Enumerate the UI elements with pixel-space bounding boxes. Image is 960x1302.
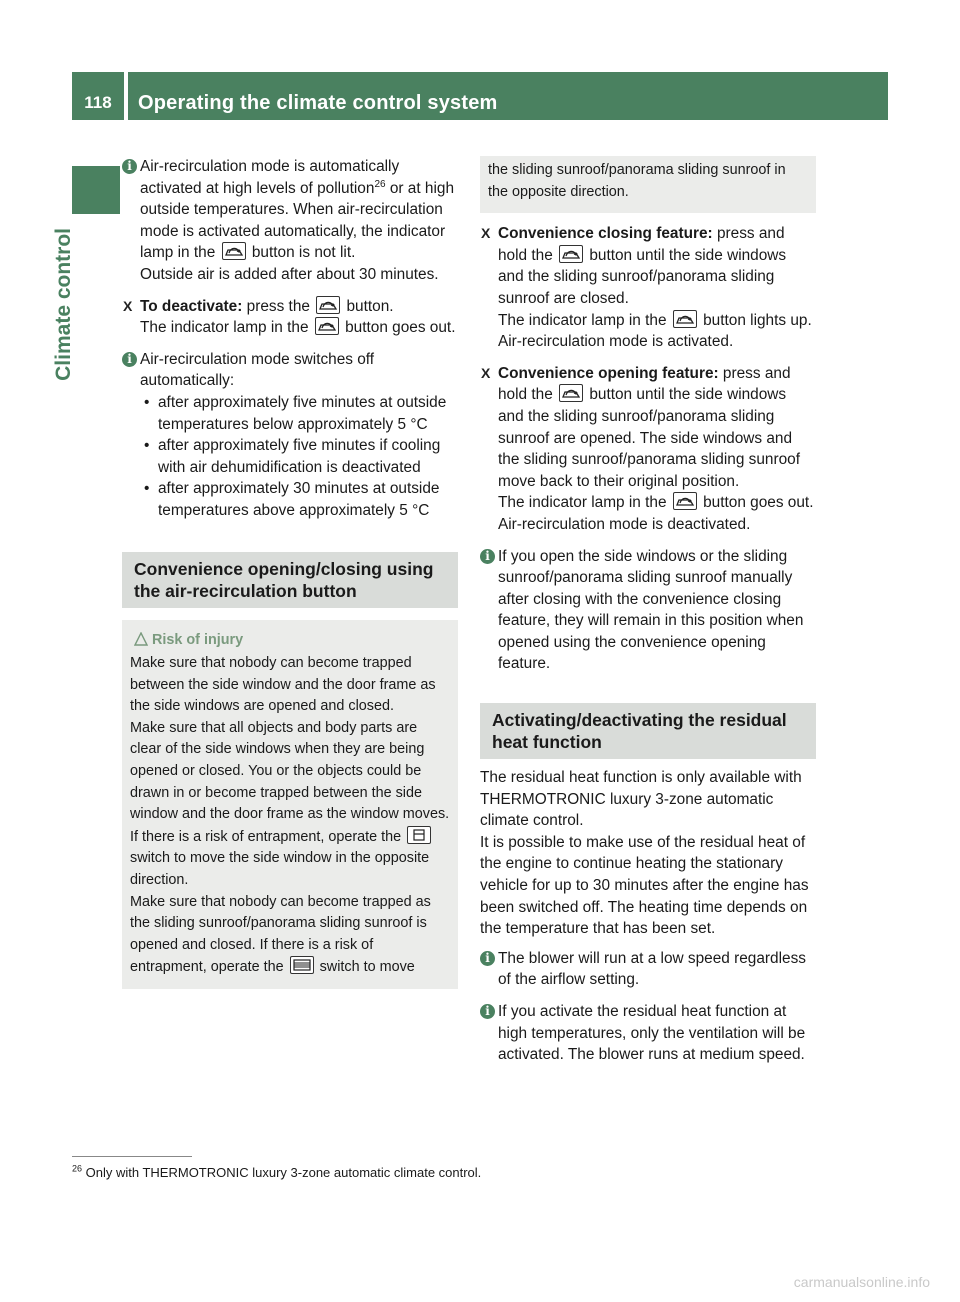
sunroof-switch-icon xyxy=(290,956,314,974)
step-arrow-icon: X xyxy=(481,364,491,381)
step-text: button goes out. xyxy=(340,319,456,337)
bullet-icon: • xyxy=(144,393,150,411)
step-text: button. xyxy=(342,297,394,315)
warning-title: Risk of injury xyxy=(152,631,244,648)
info-icon: i xyxy=(122,352,137,367)
info-icon: i xyxy=(480,549,495,564)
list-item-text: after approximately five minutes if cooling with air dehumidification is deactivated xyxy=(158,437,441,476)
step-text: button until the side windows and the sliding sunroof/panorama sliding sunroof are closed. xyxy=(498,246,787,307)
page-title: Operating the climate control system xyxy=(138,92,498,114)
info-note xyxy=(122,156,458,286)
recirculation-icon xyxy=(315,317,339,335)
info-text: Outside air is added after about 30 minutes. xyxy=(140,265,439,283)
footnote-divider xyxy=(72,1156,192,1157)
side-tab-marker xyxy=(72,166,120,214)
footnote-ref: 26 xyxy=(374,178,386,190)
warning-text: Make sure that nobody can become trapped as the sliding sunroof/panorama sliding sunroof is opened and closed. If there is a risk of entrapment, operate the xyxy=(130,893,431,976)
window-switch-icon xyxy=(407,826,431,844)
step-label: Convenience opening feature: xyxy=(498,364,719,382)
list-item-text: after approximately 30 minutes at outside temperatures above approximately 5 °C xyxy=(158,480,440,519)
step-arrow-icon: X xyxy=(123,297,133,314)
list-item-text: after approximately five minutes at outside temperatures below approximately 5 °C xyxy=(158,393,447,433)
recirculation-icon xyxy=(559,384,583,402)
step-label: To deactivate: xyxy=(140,297,243,315)
page-number: 118 xyxy=(84,93,112,112)
warning-text: switch to move the side window in the opposite direction. xyxy=(130,850,430,889)
warning-triangle-icon xyxy=(134,632,148,646)
info-text: Air-recirculation mode switches off automatically: xyxy=(140,350,375,390)
bullet-icon: • xyxy=(144,480,150,498)
step-text: The indicator lamp in the xyxy=(498,494,671,512)
recirculation-icon xyxy=(673,492,697,510)
step-text: button lights up. Air-recirculation mode is activated. xyxy=(498,311,812,351)
recirculation-icon xyxy=(559,245,583,263)
list-item xyxy=(140,435,458,478)
warning-text: Make sure that all objects and body parts are clear of the side windows when they are being opened or closed. You or the objects could be drawn in or become trapped between the side window and the door frame as the window moves. If there is a risk of entrapment, operate the xyxy=(130,719,450,845)
info-note xyxy=(480,546,816,676)
instruction-step xyxy=(480,223,816,353)
info-icon: i xyxy=(480,951,495,966)
right-column xyxy=(480,156,816,1076)
step-text: press the xyxy=(242,297,315,315)
body-text: The residual heat function is only available with THERMOTRONIC luxury 3-zone automatic climate control. xyxy=(480,769,802,830)
info-text: or at high outside temperatures. When air-recirculation mode is activated automatically, the indicator lamp in the xyxy=(140,179,455,262)
footnote-text: Only with THERMOTRONIC luxury 3-zone automatic climate control. xyxy=(85,1165,482,1180)
watermark: carmanualsonline.info xyxy=(793,1274,930,1290)
bullet-icon: • xyxy=(144,437,150,455)
info-note xyxy=(480,1001,816,1066)
step-text: press and hold the xyxy=(498,225,785,264)
info-text: button is not lit. xyxy=(251,244,356,262)
footnote xyxy=(72,1164,872,1182)
warning-text: Make sure that nobody can become trapped between the side window and the door frame as the side windows are opened and closed. xyxy=(130,655,436,715)
instruction-step xyxy=(122,296,458,339)
side-tab-label: Climate control xyxy=(52,228,75,381)
header-divider xyxy=(124,72,128,120)
step-arrow-icon: X xyxy=(481,225,491,242)
recirculation-icon xyxy=(316,296,340,314)
warning-text: switch to move xyxy=(319,959,415,976)
warning-box xyxy=(122,620,458,990)
list-item xyxy=(140,478,458,521)
list-item xyxy=(140,392,458,435)
step-label: Convenience closing feature: xyxy=(498,225,713,243)
info-text: The blower will run at a low speed regardless of the airflow setting. xyxy=(498,949,806,989)
warning-heading xyxy=(130,630,450,652)
side-tab-label-box xyxy=(52,228,120,668)
step-text: press and hold the xyxy=(498,364,791,404)
info-note xyxy=(480,948,816,991)
recirculation-icon xyxy=(673,310,697,328)
info-icon: i xyxy=(122,159,137,174)
section-heading: Activating/deactivating the residual heat function xyxy=(480,703,816,759)
step-text: button goes out. Air-recirculation mode is deactivated. xyxy=(498,494,814,533)
section-heading: Convenience opening/closing using the air-recirculation button xyxy=(122,552,458,608)
info-icon: i xyxy=(480,1004,495,1019)
footnote-number: 26 xyxy=(72,1163,83,1174)
left-column xyxy=(122,156,458,989)
step-text: The indicator lamp in the xyxy=(140,319,313,337)
body-text: It is possible to make use of the residual heat of the engine to continue heating the stationary vehicle for up to 30 minutes after the engine has been switched off. The heating time depends on the temperature that has been set. xyxy=(480,833,809,938)
warning-box-continued: the sliding sunroof/panorama sliding sunroof in the opposite direction. xyxy=(480,156,816,213)
info-note xyxy=(122,349,458,522)
info-text: If you open the side windows or the sliding sunroof/panorama sliding sunroof manually after closing with the convenience closing feature, they will remain in this position when opened using the convenience opening feature. xyxy=(498,547,804,673)
step-text: The indicator lamp in the xyxy=(498,311,671,329)
instruction-step xyxy=(480,363,816,536)
info-text: If you activate the residual heat function at high temperatures, only the ventilation will be activated. The blower runs at medium speed. xyxy=(498,1003,806,1064)
info-text: Air-recirculation mode is automatically activated at high levels of pollution xyxy=(140,158,400,197)
step-text: button until the side windows and the sliding sunroof/panorama sliding sunroof are opened. The side windows and the sliding sunroof/panorama sliding sunroof move back to their original position. xyxy=(498,386,801,490)
recirculation-icon xyxy=(222,242,246,260)
